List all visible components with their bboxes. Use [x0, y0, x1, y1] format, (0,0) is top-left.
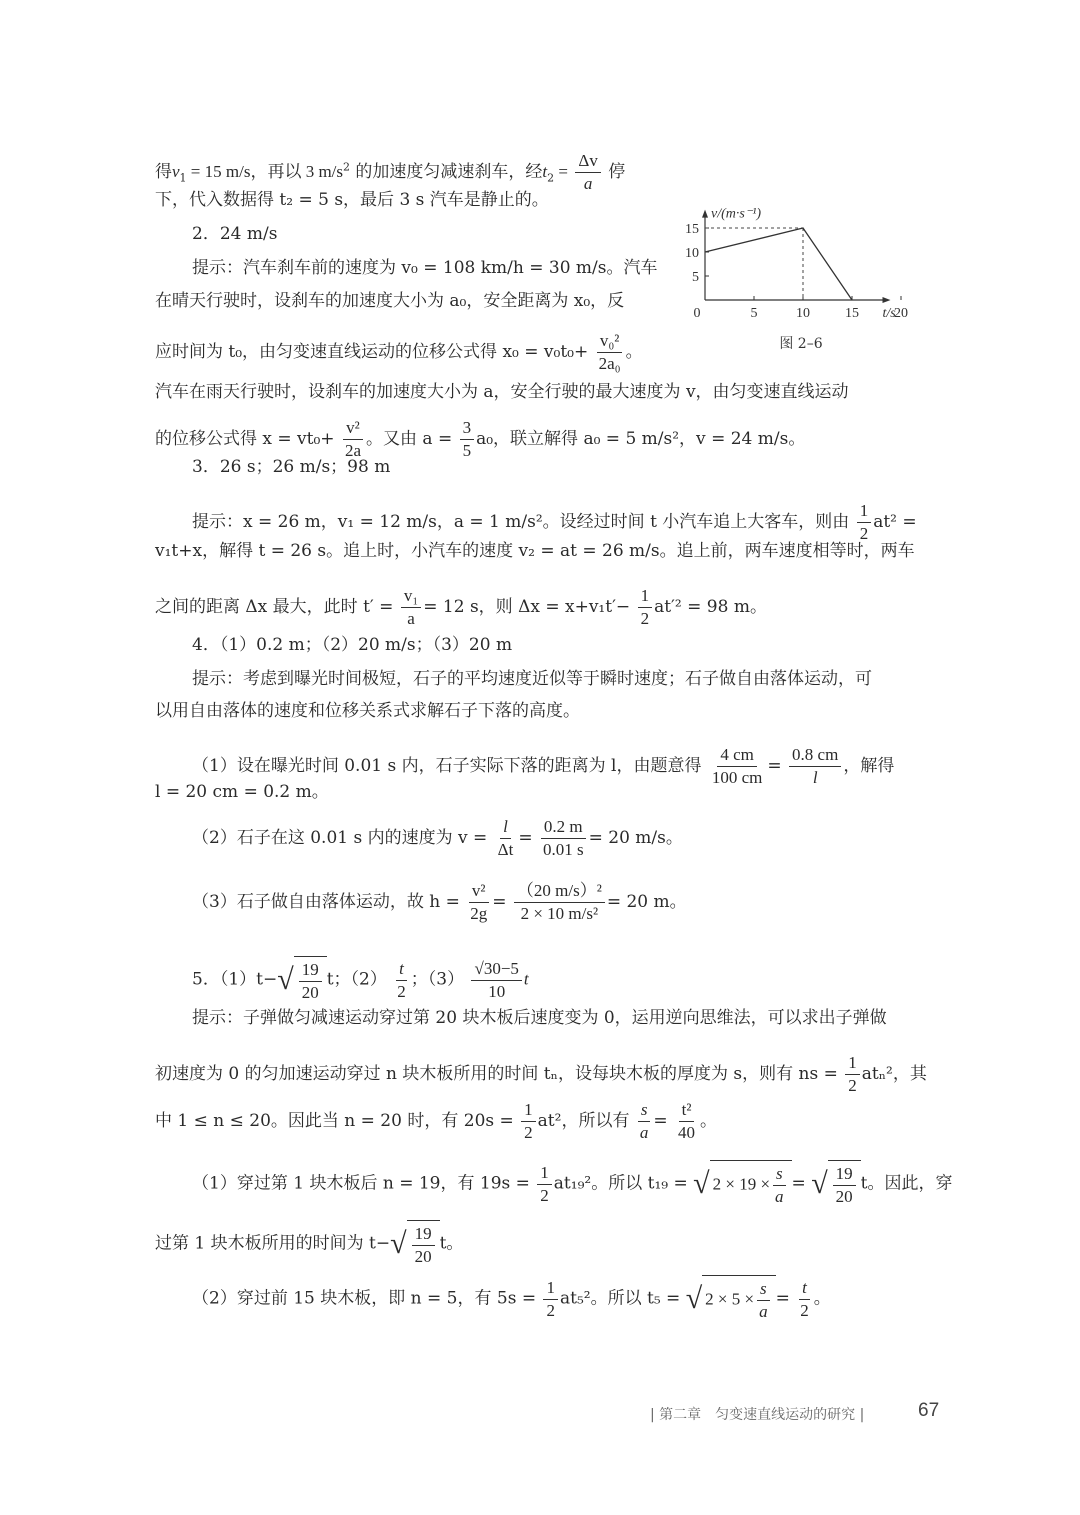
line-6: 应时间为 t₀，由匀变速直线运动的位移公式得 x₀ = v₀t₀+ $\frac{\text{v₀²}}{\text{2a₀}}$ 。 [155, 331, 643, 373]
answer-5: 5．（1）t−√ $\frac{19}{20}$ t；（2） $\frac{t}{2}$ ；（3） $\frac{√30-5}{10}$ t [192, 956, 529, 1004]
x-axis-label: t/s [882, 306, 896, 321]
line-12: 之间的距离 Δx 最大，此时 t′ = $\frac{\text{v₁}}{a}$ = 12 s，则 Δx = x+v₁t′− $\frac{1}{2}$ at′² = 98 m。 [155, 586, 767, 628]
x-tick-label: 10 [796, 306, 810, 321]
line-2: 下，代入数据得 t₂ = 5 s，最后 3 s 汽车是静止的。 [155, 190, 549, 210]
y-tick-label: 15 [685, 222, 699, 237]
x-tick-label: 0 [693, 306, 701, 321]
line-26: （2）穿过前 15 块木板，即 n = 5，有 5s = $\frac{1}{2}$ at₅²。所以 t₅ = √ 2 × 5 × $\frac{s}{a}$ = $\frac{t}{2}$ 。 [192, 1275, 831, 1323]
line-19: （3）石子做自由落体运动，故 h = $\frac{\text{v²}}{2g}$ = $\frac{\text{（20 m/s）²}}{\text{2 × 10 m/s²}}$ = 20 m。 [192, 881, 687, 923]
x-axis-arrow [883, 297, 891, 303]
page-number: 67 [918, 1400, 940, 1421]
line-21: 提示：子弹做匀减速运动穿过第 20 块木板后速度变为 0，运用逆向思维法，可以求出子弹做 [192, 1008, 887, 1028]
line-24: （1）穿过第 1 块木板后 n = 19，有 19s = $\frac{1}{2}$ at₁₉²。所以 t₁₉ = √ 2 × 19 × $\frac{s}{a}$ = √ $\frac{19}{20}$ t。因此，穿 [192, 1160, 953, 1208]
answer-4: 4．（1）0.2 m；（2）20 m/s；（3）20 m [192, 635, 513, 655]
line-4: 提示：汽车刹车前的速度为 v₀ = 108 km/h = 30 m/s。汽车 [192, 258, 658, 278]
velocity-line [705, 228, 852, 300]
line-17: l = 20 cm = 0.2 m。 [155, 782, 329, 802]
y-axis-arrow [702, 210, 708, 218]
line-18: （2）石子在这 0.01 s 内的速度为 v = $\frac{l}{\Delta t}$ = $\frac{0.2 m}{0.01 s}$ = 20 m/s。 [192, 817, 683, 859]
line-10: 提示：x = 26 m，v₁ = 12 m/s，a = 1 m/s²。设经过时间 t 小汽车追上大客车，则由 $\frac{1}{2}$ at² = [192, 501, 917, 543]
line-25: 过第 1 块木板所用的时间为 t−√ $\frac{19}{20}$ t。 [155, 1220, 463, 1268]
x-tick-label: 20 [894, 306, 908, 321]
figure-2-6-chart [668, 182, 948, 362]
y-tick-label: 10 [685, 246, 699, 261]
line-8: 的位移公式得 x = vt₀+ $\frac{\text{v²}}{2a}$ 。又由 a = $\frac{3}{5}$ a₀，联立解得 a₀ = 5 m/s²，v = 24 m/s。 [155, 418, 806, 460]
line-22: 初速度为 0 的匀加速运动穿过 n 块木板所用的时间 tₙ，设每块木板的厚度为 s，则有 ns = $\frac{1}{2}$ atₙ²，其 [155, 1053, 927, 1095]
line-5: 在晴天行驶时，设刹车的加速度大小为 a₀，安全距离为 x₀，反 [155, 291, 625, 311]
x-tick-label: 5 [750, 306, 758, 321]
y-tick-label: 5 [692, 270, 699, 285]
answer-3: 3．26 s；26 m/s；98 m [192, 457, 391, 477]
line-23: 中 1 ≤ n ≤ 20。因此当 n = 20 时，有 20s = $\frac{1}{2}$ at²，所以有 $\frac{s}{a}$ = $\frac{\text{t²}}{40}$ 。 [155, 1100, 718, 1142]
line-15: 以用自由落体的速度和位移关系式求解石子下落的高度。 [155, 701, 580, 721]
line-7: 汽车在雨天行驶时，设刹车的加速度大小为 a，安全行驶的最大速度为 v，由匀变速直线运动 [155, 382, 849, 402]
line-1: 得$v_1 = 15$ m/s，再以 3 $m/s^2$ 的加速度匀减速刹车，经$t_2$ = $\frac{\Delta v}{a}$ 停 [155, 151, 626, 193]
y-axis-label: v/(m·s⁻¹) [711, 206, 762, 222]
line-14: 提示：考虑到曝光时间极短，石子的平均速度近似等于瞬时速度；石子做自由落体运动，可 [192, 669, 872, 689]
line-11: v₁t+x，解得 t = 26 s。追上时，小汽车的速度 v₂ = at = 26 m/s。追上前，两车速度相等时，两车 [155, 541, 915, 561]
answer-2: 2．24 m/s [192, 224, 278, 244]
figure-caption: 图 2–6 [779, 336, 823, 352]
chapter-footer: | 第二章 匀变速直线运动的研究 | [650, 1407, 865, 1423]
line-16: （1）设在曝光时间 0.01 s 内，石子实际下落的距离为 l，由题意得 $\frac{4 cm}{100 cm}$ = $\frac{0.8 cm}{l}$ ，解得 [192, 745, 895, 787]
x-tick-label: 15 [845, 306, 859, 321]
